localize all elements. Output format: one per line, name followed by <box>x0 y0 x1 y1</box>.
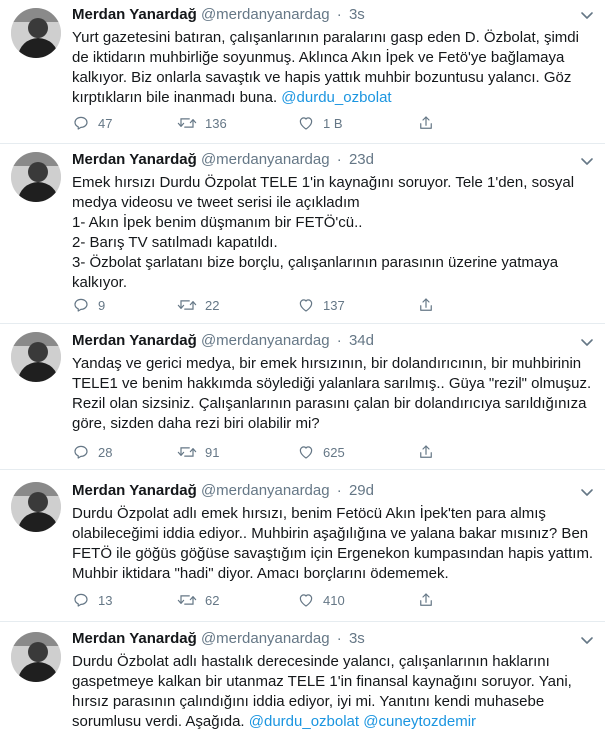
share-button[interactable] <box>417 443 435 461</box>
chevron-down-icon[interactable] <box>579 632 595 648</box>
reply-icon <box>72 296 90 314</box>
text-line: 1- Akın İpek benim düşmanım bir FETÖ'cü.. <box>72 214 363 231</box>
text-line: kalkıyor. Biz onlarla savaştık ve hapis yattık muhbir bozuntusu yalancı. Göz <box>72 69 572 86</box>
like-count: 625 <box>323 444 345 460</box>
author-handle[interactable]: @merdanyanardag <box>200 6 330 23</box>
reply-button[interactable] <box>72 591 112 609</box>
avatar[interactable] <box>11 332 61 382</box>
tweet-header <box>72 5 365 25</box>
text-line: Muhbir iktidara "hadi" diyor. Amacı borçlarını ödememek. <box>72 565 449 582</box>
author-name[interactable]: Merdan Yanardağ <box>72 630 197 647</box>
retweet-button[interactable] <box>177 443 219 461</box>
text-line: Durdu Özpolat adlı emek hırsızı, benim Fetöcü Akın İpek'ten para almış <box>72 505 546 522</box>
like-button[interactable] <box>297 591 345 609</box>
chevron-down-icon[interactable] <box>579 153 595 169</box>
text-line: Rezil olan sizsiniz. Çalışanlarının parasını çalan bir dolandırıcıya sarıldığınıza <box>72 395 587 412</box>
reply-count: 47 <box>98 115 113 131</box>
text-line: kırptıkların bile inanmadı buna. @durdu_ozbolat <box>72 89 392 106</box>
heart-icon <box>297 114 315 132</box>
separator: · <box>336 6 342 23</box>
like-count: 1 B <box>323 115 343 131</box>
mention-link[interactable]: @cuneytozdemir <box>363 713 477 730</box>
mention-link[interactable]: @durdu_ozbolat <box>281 89 392 106</box>
separator: · <box>336 332 342 349</box>
timestamp[interactable]: 3s <box>348 6 365 23</box>
share-button[interactable] <box>417 591 435 609</box>
reply-button[interactable] <box>72 443 112 461</box>
retweet-button[interactable] <box>177 296 219 314</box>
share-icon <box>417 296 435 314</box>
retweet-icon <box>177 114 197 132</box>
tweet-header <box>72 481 374 501</box>
text-line: TELE1 ve benim hakkımda söylediği yalanlara sarılmış.. Güya "rezil" olmuşuz. <box>72 375 592 392</box>
text-line: FETÖ ile göğüs göğüse savaştığım için Ergenekon kumpasından hapis yattım. <box>72 545 594 562</box>
heart-icon <box>297 443 315 461</box>
chevron-down-icon[interactable] <box>579 484 595 500</box>
separator: · <box>336 151 342 168</box>
avatar[interactable] <box>11 632 61 682</box>
retweet-count: 91 <box>205 444 220 460</box>
reply-icon <box>72 443 90 461</box>
reply-count: 9 <box>98 297 106 313</box>
tweet-text <box>72 28 592 108</box>
tweet-text <box>72 354 592 434</box>
retweet-icon <box>177 296 197 314</box>
text-line: Emek hırsızı Durdu Özpolat TELE 1'in kaynağını soruyor. Tele 1'den, sosyal <box>72 174 575 191</box>
reply-icon <box>72 114 90 132</box>
like-button[interactable] <box>297 443 345 461</box>
tweet[interactable] <box>0 144 605 324</box>
timestamp[interactable]: 34d <box>348 332 374 349</box>
share-icon <box>417 591 435 609</box>
like-count: 410 <box>323 592 345 608</box>
tweet[interactable] <box>0 324 605 470</box>
tweet[interactable] <box>0 0 605 144</box>
reply-button[interactable] <box>72 296 105 314</box>
reply-count: 28 <box>98 444 113 460</box>
retweet-icon <box>177 591 197 609</box>
chevron-down-icon[interactable] <box>579 7 595 23</box>
timestamp[interactable]: 29d <box>348 482 374 499</box>
text-line: olabileceğimi iddia ediyor.. Muhbirin aşağılığına ve yalana bakar mısınız? Ben <box>72 525 589 542</box>
retweet-button[interactable] <box>177 591 219 609</box>
author-handle[interactable]: @merdanyanardag <box>200 630 330 647</box>
tweet-header <box>72 331 374 351</box>
text-line: sorumlusu verdi. Aşağıda. @durdu_ozbolat @cuneytozdemir <box>72 713 477 730</box>
retweet-count: 136 <box>205 115 227 131</box>
author-name[interactable]: Merdan Yanardağ <box>72 332 197 349</box>
mention-link[interactable]: @durdu_ozbolat <box>248 713 360 730</box>
share-button[interactable] <box>417 296 435 314</box>
text-line: de iktidarın muhbirliğe soyunmuş. Aklınca Akın İpek ve Fetö'ye bağlamaya <box>72 49 565 66</box>
like-button[interactable] <box>297 296 345 314</box>
tweet-text <box>72 504 592 584</box>
reply-button[interactable] <box>72 114 112 132</box>
text-line: gaspetmeye kalkan bir utanmaz TELE 1'in finansal kaynağını soruyor. Yani, <box>72 673 572 690</box>
text-line: 3- Özbolat şarlatanı bize borçlu, çalışanlarının parasının üzerine yatmaya <box>72 254 559 271</box>
tweet[interactable] <box>0 622 605 739</box>
retweet-button[interactable] <box>177 114 227 132</box>
reply-count: 13 <box>98 592 113 608</box>
avatar[interactable] <box>11 482 61 532</box>
retweet-count: 22 <box>205 297 220 313</box>
like-button[interactable] <box>297 114 343 132</box>
share-icon <box>417 114 435 132</box>
heart-icon <box>297 296 315 314</box>
separator: · <box>336 482 342 499</box>
timestamp[interactable]: 23d <box>348 151 374 168</box>
share-icon <box>417 443 435 461</box>
reply-icon <box>72 591 90 609</box>
share-button[interactable] <box>417 114 435 132</box>
text-line: göre, sizden daha rezi biri olabilir mi? <box>72 415 320 432</box>
author-name[interactable]: Merdan Yanardağ <box>72 6 197 23</box>
text-line: medya videosu ve tweet serisi ile açıkladım <box>72 194 360 211</box>
text-line: Yurt gazetesini batıran, çalışanlarının paralarını gasp eden D. Özbolat, şimdi <box>72 29 579 46</box>
text-line: hırsız parasının çalındığını iddia ediyor, iyi mi. Yanıtını kendi muhasebe <box>72 693 545 710</box>
avatar[interactable] <box>11 152 61 202</box>
tweet[interactable] <box>0 470 605 622</box>
tweet-header <box>72 150 374 170</box>
heart-icon <box>297 591 315 609</box>
author-handle[interactable]: @merdanyanardag <box>200 151 330 168</box>
like-count: 137 <box>323 297 345 313</box>
author-handle[interactable]: @merdanyanardag <box>200 482 330 499</box>
tweet-text <box>72 652 592 732</box>
retweet-count: 62 <box>205 592 220 608</box>
avatar[interactable] <box>11 8 61 58</box>
chevron-down-icon[interactable] <box>579 334 595 350</box>
text-line: 2- Barış TV satılmadı kapatıldı. <box>72 234 278 251</box>
tweet-text <box>72 173 592 293</box>
author-name[interactable]: Merdan Yanardağ <box>72 482 197 499</box>
author-name[interactable]: Merdan Yanardağ <box>72 151 197 168</box>
text-line: Durdu Özbolat adlı hastalık derecesinde yalancı, çalışanlarının haklarını <box>72 653 550 670</box>
retweet-icon <box>177 443 197 461</box>
text-line: Yandaş ve gerici medya, bir emek hırsızının, bir dolandırıcının, bir muhbirinin <box>72 355 582 372</box>
author-handle[interactable]: @merdanyanardag <box>200 332 330 349</box>
timestamp[interactable]: 3s <box>348 630 365 647</box>
separator: · <box>336 630 342 647</box>
tweet-header <box>72 629 365 649</box>
text-line: kalkıyor. <box>72 274 128 291</box>
